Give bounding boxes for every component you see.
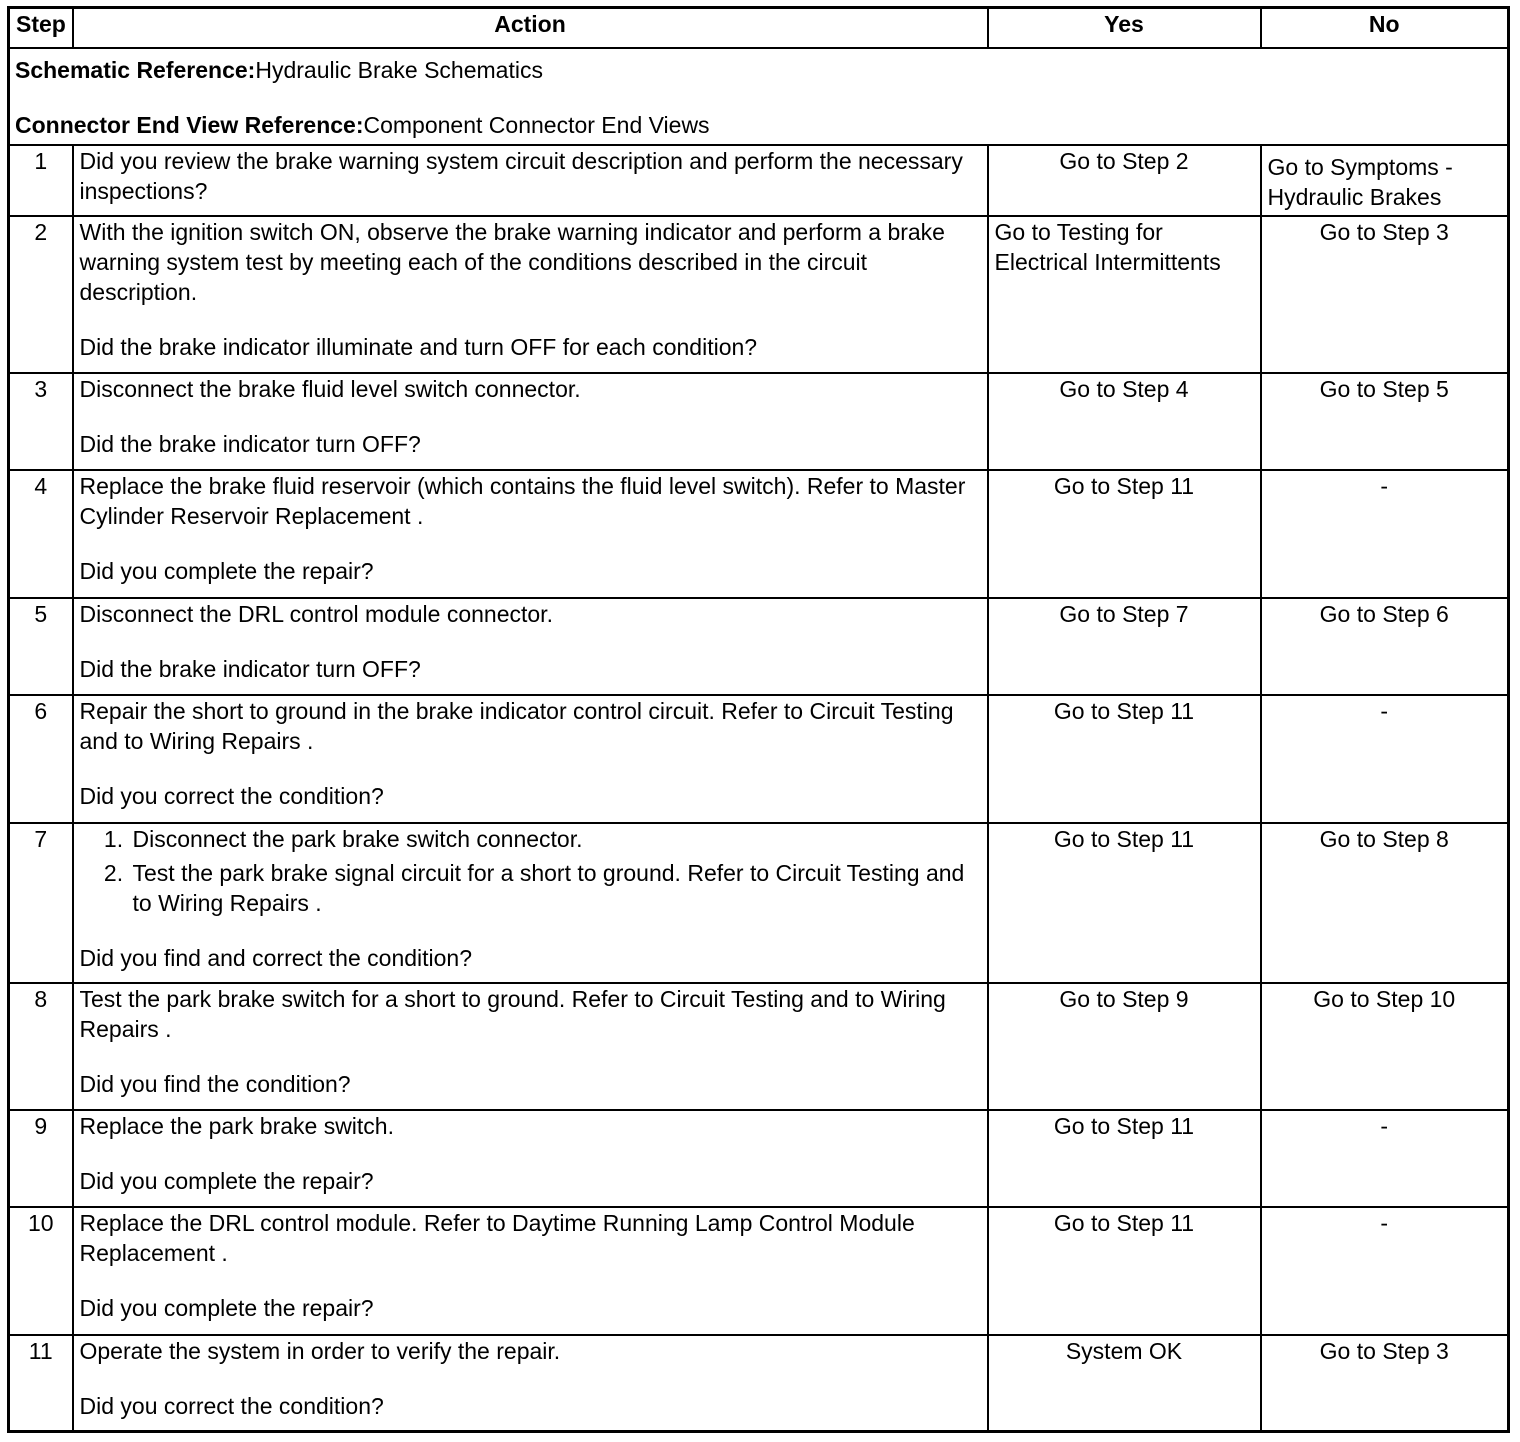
yes-cell[interactable]: Go to Step 9	[988, 983, 1261, 1110]
no-cell[interactable]: Go to Symptoms - Hydraulic Brakes	[1261, 145, 1509, 216]
question-text: Did you find the condition?	[79, 1071, 351, 1097]
step-number: 7	[9, 823, 73, 983]
action-text: Repair the short to ground in the brake indicator control circuit. Refer to Circuit Testing and to Wiring Repairs .	[79, 698, 954, 754]
table-row	[9, 598, 1509, 695]
action-text: Disconnect the DRL control module connector.	[79, 601, 553, 627]
yes-cell[interactable]: Go to Step 11	[988, 1110, 1261, 1207]
connector-reference	[15, 110, 1502, 140]
table-row	[9, 823, 1509, 983]
action-text: Test the park brake switch for a short to ground. Refer to Circuit Testing and to Wiring Repairs .	[79, 986, 946, 1042]
yes-cell[interactable]: Go to Step 2	[988, 145, 1261, 216]
question-text: Did you complete the repair?	[79, 1168, 374, 1194]
table-row	[9, 216, 1509, 373]
header-no: No	[1261, 8, 1509, 49]
step-number: 11	[9, 1335, 73, 1431]
header-step: Step	[9, 8, 73, 49]
header-yes: Yes	[988, 8, 1261, 49]
action-text: Replace the brake fluid reservoir (which contains the fluid level switch). Refer to Master Cylinder Reservoir Replacement .	[79, 473, 966, 529]
table-row	[9, 695, 1509, 823]
no-cell[interactable]: Go to Step 5	[1261, 373, 1509, 470]
yes-cell[interactable]: Go to Step 11	[988, 695, 1261, 823]
no-cell: -	[1261, 470, 1509, 598]
action-cell	[73, 145, 988, 216]
schematic-reference	[15, 55, 1502, 85]
table-row	[9, 1110, 1509, 1207]
question-text: Did the brake indicator turn OFF?	[79, 431, 421, 457]
no-cell[interactable]: Go to Step 3	[1261, 1335, 1509, 1431]
question-text: Did the brake indicator turn OFF?	[79, 656, 421, 682]
list-item: 1. Disconnect the park brake switch connector.	[130, 824, 981, 854]
table-row	[9, 1335, 1509, 1431]
step-number: 2	[9, 216, 73, 373]
schematic-reference-label: Schematic Reference:	[15, 57, 256, 83]
action-cell	[73, 216, 988, 373]
step-number: 3	[9, 373, 73, 470]
action-text: With the ignition switch ON, observe the brake warning indicator and perform a brake warning system test by meeting each of the conditions described in the circuit description.	[79, 219, 945, 305]
action-cell	[73, 823, 988, 983]
list-item: 2. Test the park brake signal circuit for a short to ground. Refer to Circuit Testing and to Wiring Repairs .	[130, 858, 981, 918]
action-cell	[73, 1207, 988, 1335]
no-cell[interactable]: Go to Step 8	[1261, 823, 1509, 983]
connector-reference-link[interactable]: Component Connector End Views	[363, 112, 710, 138]
yes-cell[interactable]: System OK	[988, 1335, 1261, 1431]
yes-cell[interactable]: Go to Step 4	[988, 373, 1261, 470]
yes-cell[interactable]: Go to Step 7	[988, 598, 1261, 695]
action-text: Did you review the brake warning system circuit description and perform the necessary inspections?	[79, 148, 963, 204]
no-cell: -	[1261, 1207, 1509, 1335]
table-row	[9, 983, 1509, 1110]
step-number: 9	[9, 1110, 73, 1207]
yes-cell[interactable]: Go to Step 11	[988, 1207, 1261, 1335]
action-text: Disconnect the brake fluid level switch connector.	[79, 376, 581, 402]
action-text: Replace the DRL control module. Refer to Daytime Running Lamp Control Module Replacement .	[79, 1210, 915, 1266]
step-number: 1	[9, 145, 73, 216]
question-text: Did you correct the condition?	[79, 1393, 384, 1419]
yes-cell[interactable]: Go to Step 11	[988, 470, 1261, 598]
action-cell	[73, 373, 988, 470]
header-action: Action	[73, 8, 988, 49]
question-text: Did you correct the condition?	[79, 783, 384, 809]
action-cell	[73, 983, 988, 1110]
yes-cell[interactable]: Go to Step 11	[988, 823, 1261, 983]
action-cell	[73, 470, 988, 598]
question-text: Did you find and correct the condition?	[79, 945, 473, 971]
question-text: Did the brake indicator illuminate and turn OFF for each condition?	[79, 334, 758, 360]
reference-row	[9, 48, 1509, 145]
reference-cell	[9, 48, 1509, 145]
action-text: Operate the system in order to verify the repair.	[79, 1338, 561, 1364]
diagnostic-table	[7, 6, 1510, 1433]
connector-reference-label: Connector End View Reference:	[15, 112, 364, 138]
step-number: 5	[9, 598, 73, 695]
yes-cell[interactable]: Go to Testing for Electrical Intermittents	[988, 216, 1261, 373]
table-row	[9, 1207, 1509, 1335]
action-cell	[73, 598, 988, 695]
action-text: Replace the park brake switch.	[79, 1113, 394, 1139]
no-cell[interactable]: Go to Step 10	[1261, 983, 1509, 1110]
no-cell[interactable]: Go to Step 3	[1261, 216, 1509, 373]
no-cell[interactable]: Go to Step 6	[1261, 598, 1509, 695]
table-row	[9, 470, 1509, 598]
question-text: Did you complete the repair?	[79, 1295, 374, 1321]
step-number: 4	[9, 470, 73, 598]
schematic-reference-link[interactable]: Hydraulic Brake Schematics	[255, 57, 543, 83]
no-cell: -	[1261, 695, 1509, 823]
action-cell	[73, 1110, 988, 1207]
question-text: Did you complete the repair?	[79, 558, 374, 584]
step-number: 6	[9, 695, 73, 823]
action-cell	[73, 1335, 988, 1431]
table-row	[9, 145, 1509, 216]
header-row	[9, 8, 1509, 49]
action-list	[80, 824, 981, 918]
step-number: 8	[9, 983, 73, 1110]
no-cell: -	[1261, 1110, 1509, 1207]
table-row	[9, 373, 1509, 470]
step-number: 10	[9, 1207, 73, 1335]
action-cell	[73, 695, 988, 823]
